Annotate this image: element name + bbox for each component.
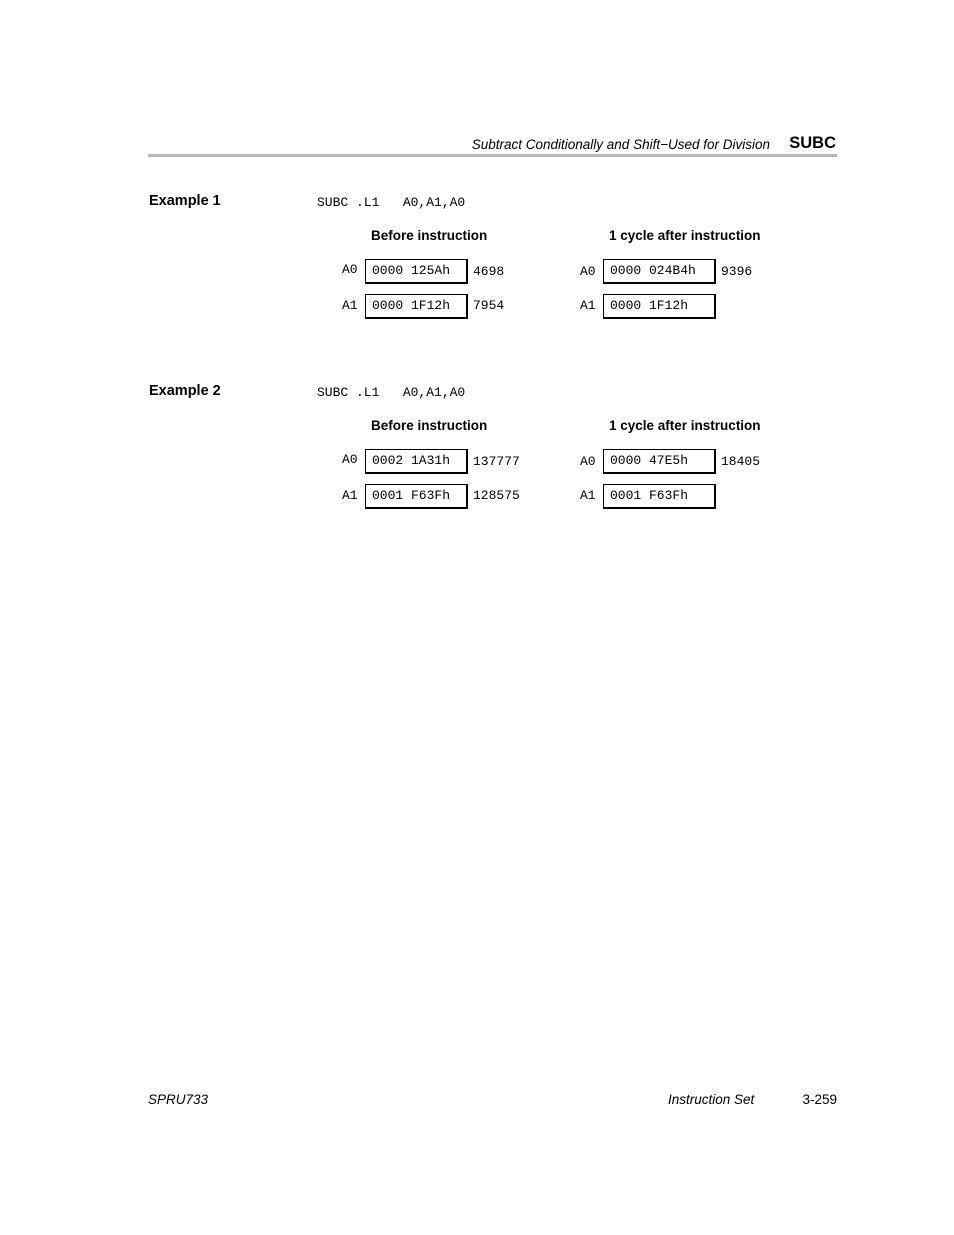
- after-heading: 1 cycle after instruction: [609, 418, 761, 433]
- page-header-mnemonic: SUBC: [789, 134, 836, 152]
- header-rule: [148, 154, 837, 157]
- register-name: A1: [342, 488, 358, 503]
- footer-section-name: Instruction Set: [668, 1092, 755, 1107]
- register-value-box: 0000 024B4h: [603, 259, 716, 284]
- decimal-value: 18405: [721, 454, 761, 469]
- decimal-value: 128575: [473, 488, 520, 503]
- page-header-title: Subtract Conditionally and Shift−Used for Division: [471, 137, 770, 152]
- example-label: Example 1: [149, 193, 221, 209]
- register-name: A1: [580, 488, 596, 503]
- example-label: Example 2: [149, 383, 221, 399]
- register-value-box: 0000 47E5h: [603, 449, 716, 474]
- decimal-value: 137777: [473, 454, 520, 469]
- before-heading: Before instruction: [371, 418, 488, 433]
- register-value-box: 0000 1F12h: [365, 294, 468, 319]
- code-line: SUBC .L1 A0,A1,A0: [317, 195, 466, 210]
- register-value-box: 0001 F63Fh: [365, 484, 468, 509]
- register-name: A0: [342, 452, 358, 467]
- register-name: A0: [580, 454, 596, 469]
- register-name: A0: [342, 262, 358, 277]
- register-name: A0: [580, 264, 596, 279]
- register-value-box: 0000 125Ah: [365, 259, 468, 284]
- decimal-value: 9396: [721, 264, 753, 279]
- after-heading: 1 cycle after instruction: [609, 228, 761, 243]
- register-name: A1: [580, 298, 596, 313]
- register-value-box: 0000 1F12h: [603, 294, 716, 319]
- register-value-box: 0001 F63Fh: [603, 484, 716, 509]
- footer-page-number: 3-259: [802, 1092, 837, 1107]
- register-name: A1: [342, 298, 358, 313]
- register-value-box: 0002 1A31h: [365, 449, 468, 474]
- code-line: SUBC .L1 A0,A1,A0: [317, 385, 466, 400]
- decimal-value: 7954: [473, 298, 505, 313]
- decimal-value: 4698: [473, 264, 505, 279]
- footer-doc-id: SPRU733: [148, 1092, 209, 1107]
- before-heading: Before instruction: [371, 228, 488, 243]
